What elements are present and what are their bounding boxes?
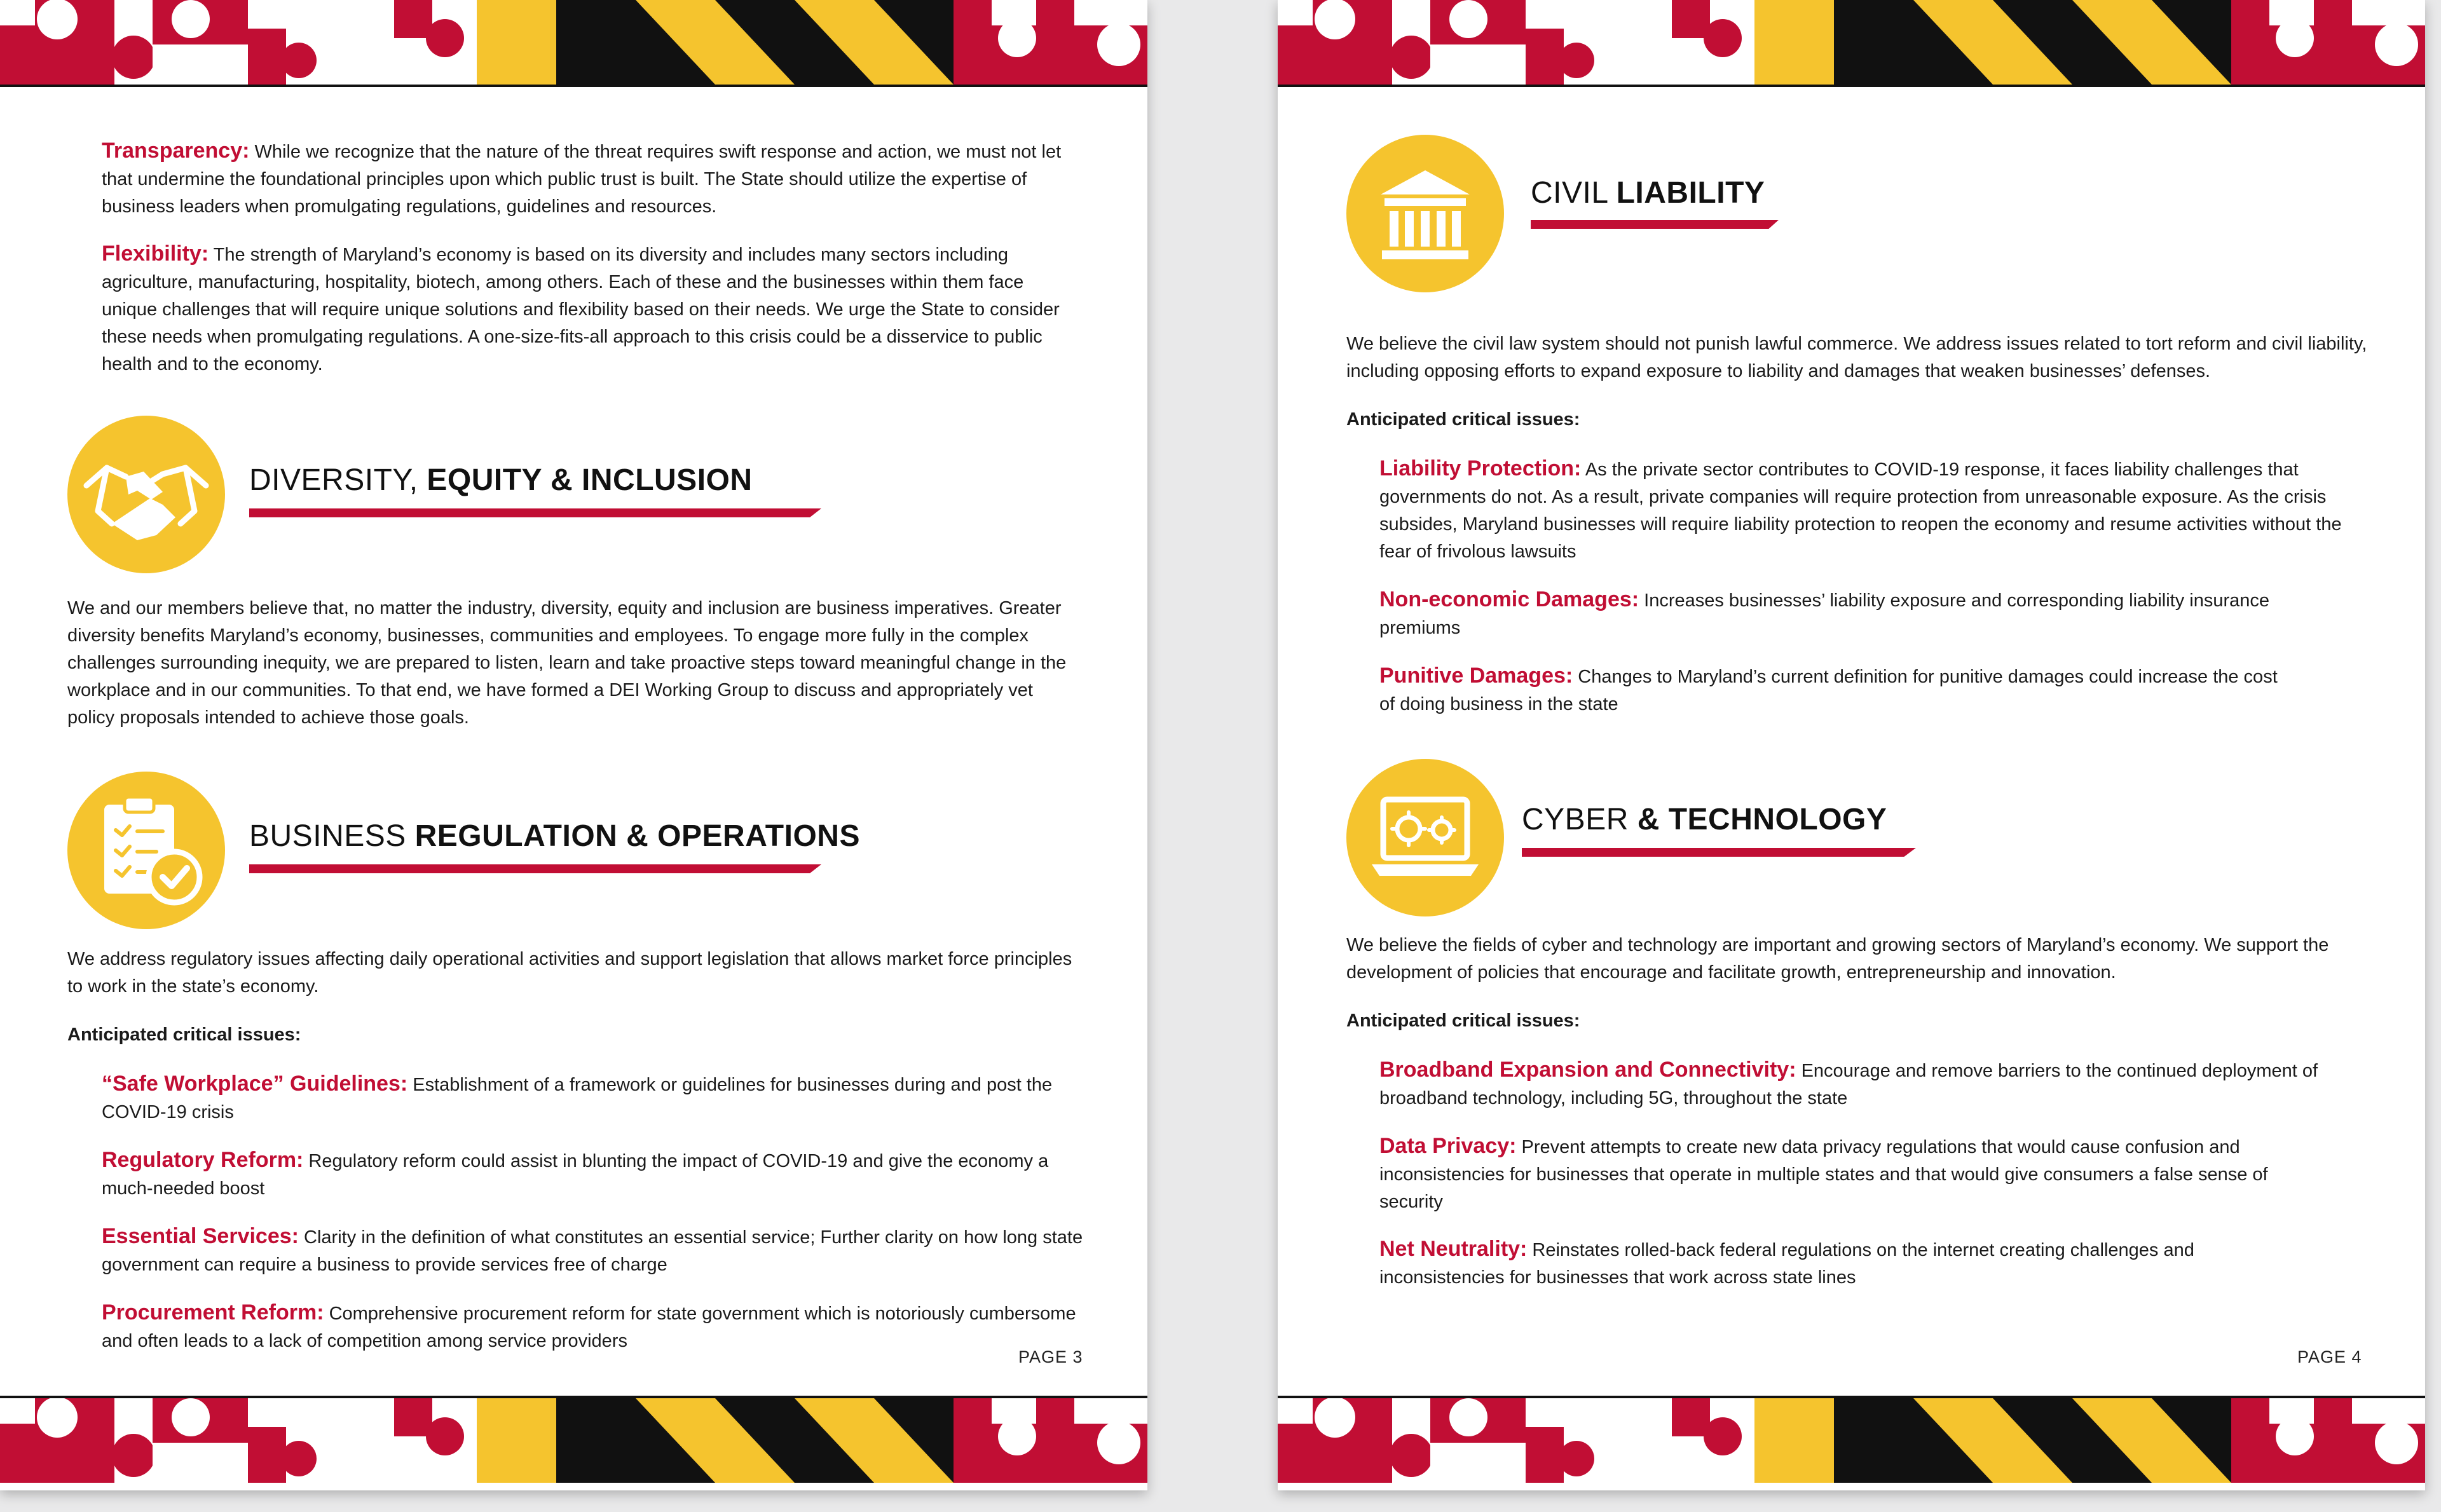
flag-band-bottom [0, 1398, 1147, 1483]
item-label: Net Neutrality: [1379, 1237, 1528, 1261]
item-label: “Safe Workplace” Guidelines: [102, 1072, 408, 1096]
civil-item [1379, 455, 2371, 566]
business-heading [249, 819, 860, 854]
dei-body: We and our members believe that, no matter the industry, diversity, equity and inclusion are business imperatives. Greater diversity benefits Maryland’s economy, businesses, communities and employees. To engage more fully in the complex challenges surrounding inequity, we are prepared to listen, learn and take proactive steps toward meaningful change in the workplace and in our communities. To that end, we have formed a DEI Working Group to discuss and appropriately vet policy proposals intended to achieve those goals. [67, 598, 1067, 728]
dei-heading-bold: EQUITY & INCLUSION [427, 463, 753, 497]
flag-band-bottom [1278, 1398, 2425, 1483]
item-text: Increases businesses’ liability exposure and corresponding liability insurance premiums [1379, 590, 2269, 638]
cyber-item [1379, 1133, 2301, 1216]
civil-item [1379, 586, 2282, 642]
item-label: Regulatory Reform: [102, 1148, 304, 1172]
clipboard-check-icon [67, 772, 225, 929]
business-body: We address regulatory issues affecting daily operational activities and support legislation that allows market force principles to work in the state’s economy. [67, 949, 1072, 997]
item-text: As the private sector contributes to COVID-19 response, it faces liability challenges that governments do not. As a result, private companies will require protection from unreasonable exposure. As the crisis subsides, Maryland businesses will require liability protection to reopen the economy and resume activities without the fear of frivolous lawsuits [1379, 460, 2342, 562]
business-heading-light: BUSINESS [249, 819, 415, 853]
civil-body: We believe the civil law system should not punish lawful commerce. We address issues related to tort reform and civil liability, including opposing efforts to expand exposure to liability and damages that weaken businesses’ defenses. [1346, 334, 2367, 381]
business-heading-bold: REGULATION & OPERATIONS [414, 819, 860, 853]
civil-heading-bold: LIABILITY [1616, 176, 1765, 210]
item-text: Encourage and remove barriers to the continued deployment of broadband technology, including 5G, throughout the state [1379, 1061, 2318, 1108]
civil-anticipated-heading: Anticipated critical issues: [1346, 409, 1580, 430]
cyber-heading-bold: & TECHNOLOGY [1637, 803, 1887, 836]
flag-band-top [1278, 0, 2425, 85]
item-text: Regulatory reform could assist in blunting the impact of COVID-19 and give the economy a much-needed boost [102, 1151, 1049, 1199]
courthouse-icon [1346, 135, 1504, 292]
cyber-item [1379, 1236, 2301, 1291]
item-text: Changes to Maryland’s current definition for punitive damages could increase the cost of doing business in the state [1379, 667, 2278, 714]
transparency-label: Transparency: [102, 139, 250, 163]
handshake-icon [67, 416, 225, 573]
flexibility-text: The strength of Maryland’s economy is based on its diversity and includes many sectors including agriculture, manufacturing, hospitality, biotech, among others. Each of these and the businesses within them face unique challenges that will require unique solutions and flexibility based on their needs. We urge the State to consider these needs when promulgating regulations. A one-size-fits-all approach to this crisis could be a disservice to public health and to the economy. [102, 245, 1060, 374]
item-text: Comprehensive procurement reform for state government which is notoriously cumbersome and often leads to a lack of competition among service providers [102, 1304, 1076, 1351]
item-label: Non-economic Damages: [1379, 587, 1639, 611]
cyber-heading [1522, 802, 1887, 838]
item-text: Reinstates rolled-back federal regulations on the internet creating challenges and inconsistencies for businesses that work across state lines [1379, 1240, 2194, 1288]
item-label: Punitive Damages: [1379, 664, 1573, 688]
laptop-gears-icon [1346, 759, 1504, 916]
page-3 [0, 0, 1147, 1490]
band-divider [1278, 85, 2425, 87]
cyber-body: We believe the fields of cyber and technology are important and growing sectors of Maryland’s economy. We support the development of policies that encourage and facilitate growth, entrepreneurship and innovation. [1346, 935, 2329, 983]
item-label: Essential Services: [102, 1224, 299, 1248]
item-label: Broadband Expansion and Connectivity: [1379, 1058, 1796, 1082]
cyber-item [1379, 1056, 2371, 1112]
flexibility-paragraph [102, 240, 1081, 378]
dei-heading-light: DIVERSITY, [249, 463, 427, 497]
flag-band-top [0, 0, 1147, 85]
item-label: Data Privacy: [1379, 1134, 1517, 1158]
item-text: Clarity in the definition of what constitutes an essential service; Further clarity on how long state government can require a business to provide services free of charge [102, 1227, 1083, 1275]
page-number: PAGE 4 [2297, 1347, 2362, 1366]
item-label: Liability Protection: [1379, 456, 1582, 480]
page-number: PAGE 3 [1018, 1347, 1083, 1366]
cyber-heading-light: CYBER [1522, 803, 1638, 836]
civil-heading-bar [1531, 220, 1779, 229]
dei-heading-bar [249, 508, 821, 517]
business-item [102, 1223, 1087, 1279]
item-text: Prevent attempts to create new data privacy regulations that would cause confusion and inconsistencies for businesses that operate in multiple states and that would give consumers a false sense of security [1379, 1137, 2268, 1212]
civil-heading-light: CIVIL [1531, 176, 1617, 210]
business-item [102, 1070, 1087, 1126]
item-text: Establishment of a framework or guidelines for businesses during and post the COVID-19 crisis [102, 1075, 1053, 1122]
flexibility-label: Flexibility: [102, 242, 209, 266]
item-label: Procurement Reform: [102, 1300, 324, 1325]
business-item [102, 1299, 1087, 1355]
transparency-text: While we recognize that the nature of the threat requires swift response and action, we must not let that undermine the foundational principles upon which public trust is built. The State should utilize the expertise of business leaders when promulgating regulations, guidelines and resources. [102, 142, 1062, 217]
civil-heading [1531, 175, 1765, 211]
cyber-heading-bar [1522, 848, 1916, 857]
transparency-paragraph [102, 137, 1081, 221]
business-heading-bar [249, 864, 821, 873]
cyber-anticipated-heading: Anticipated critical issues: [1346, 1011, 1580, 1031]
dei-heading [249, 463, 753, 498]
business-item [102, 1147, 1087, 1202]
business-anticipated-heading: Anticipated critical issues: [67, 1025, 301, 1045]
band-divider [0, 85, 1147, 87]
civil-item [1379, 662, 2282, 718]
page-4 [1278, 0, 2425, 1490]
